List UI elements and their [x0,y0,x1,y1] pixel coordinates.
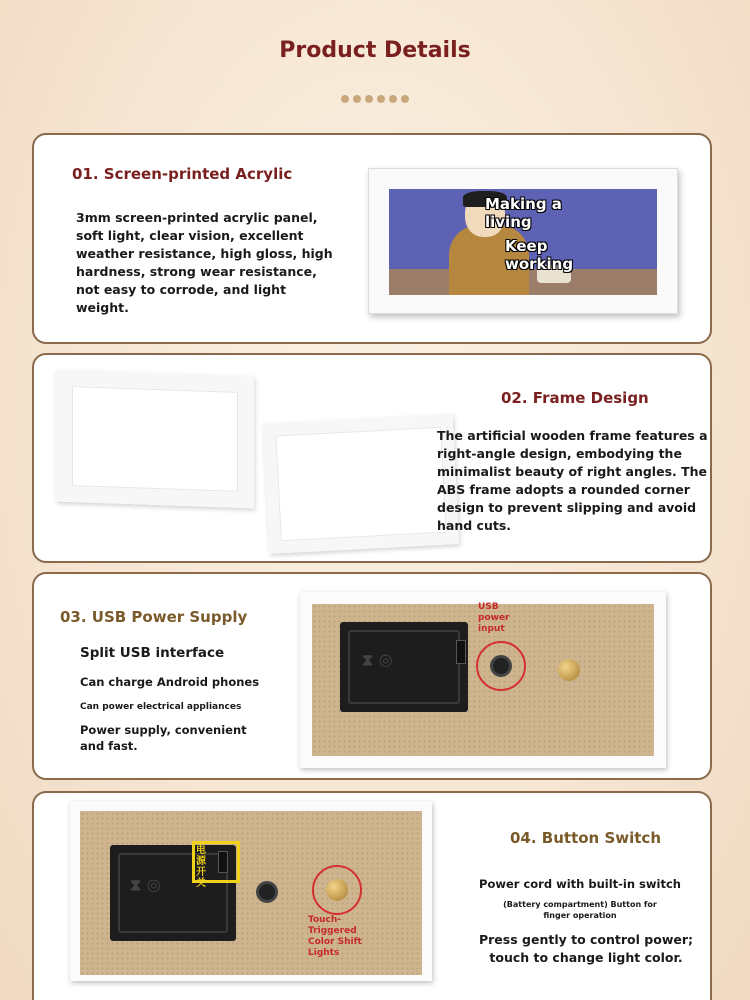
switch-line-1: Power cord with built-in switch [479,877,681,891]
usb-label: USB power input [478,602,510,634]
meme-text-4: working [505,255,574,273]
switch-line-2: (Battery compartment) Button for finger operation [503,900,657,920]
usb-board-image [300,592,666,768]
usb-port-icon [256,881,278,903]
highlight-circle [312,865,362,915]
highlight-circle [476,641,526,691]
section-heading: 04. Button Switch [510,829,661,847]
meme-text-3: Keep [505,237,548,255]
section-heading: 01. Screen-printed Acrylic [72,165,293,183]
meme-text-1: Making a [485,195,562,213]
touch-button-icon [558,659,580,681]
section-heading: 03. USB Power Supply [60,608,248,626]
battery-compartment-icon: ⧗ ◎ [340,622,468,712]
section-description: 3mm screen-printed acrylic panel, soft light, clear vision, excellent weather resistance, high gloss, high hardness, strong wear resistance, not easy to corrode, and light weight. [76,210,333,315]
power-switch-icon [218,851,228,873]
section-screen-printed-acrylic [32,133,712,344]
section-button-switch [32,791,712,1000]
page-title: Product Details [279,38,471,63]
usb-line-4: Power supply, convenient and fast. [80,723,247,753]
usb-line-1: Split USB interface [80,645,225,661]
meme-text-2: living [485,213,532,231]
section-usb-power-supply [32,572,712,780]
section-heading: 02. Frame Design [501,389,649,407]
usb-line-2: Can charge Android phones [80,675,260,689]
abs-frame-image [263,414,460,554]
section-frame-design [32,353,712,563]
wooden-frame-image [56,370,254,509]
switch-line-3: Press gently to control power; touch to change light color. [478,932,694,965]
acrylic-panel-image [368,168,678,314]
section-description: The artificial wooden frame features a right-angle design, embodying the minimalist beauty of right angles. The ABS frame adopts a rounded corner design to prevent slipping and avoid hand cuts. [437,428,708,533]
switch-label: 电源开关 [196,845,206,889]
switch-board-image [70,801,432,981]
battery-compartment-icon: ⧗ ◎ [110,845,236,941]
usb-line-3: Can power electrical appliances [80,702,242,712]
title-decoration-dots [0,88,750,107]
touch-label: Touch-Triggered Color Shift Lights [308,915,362,958]
